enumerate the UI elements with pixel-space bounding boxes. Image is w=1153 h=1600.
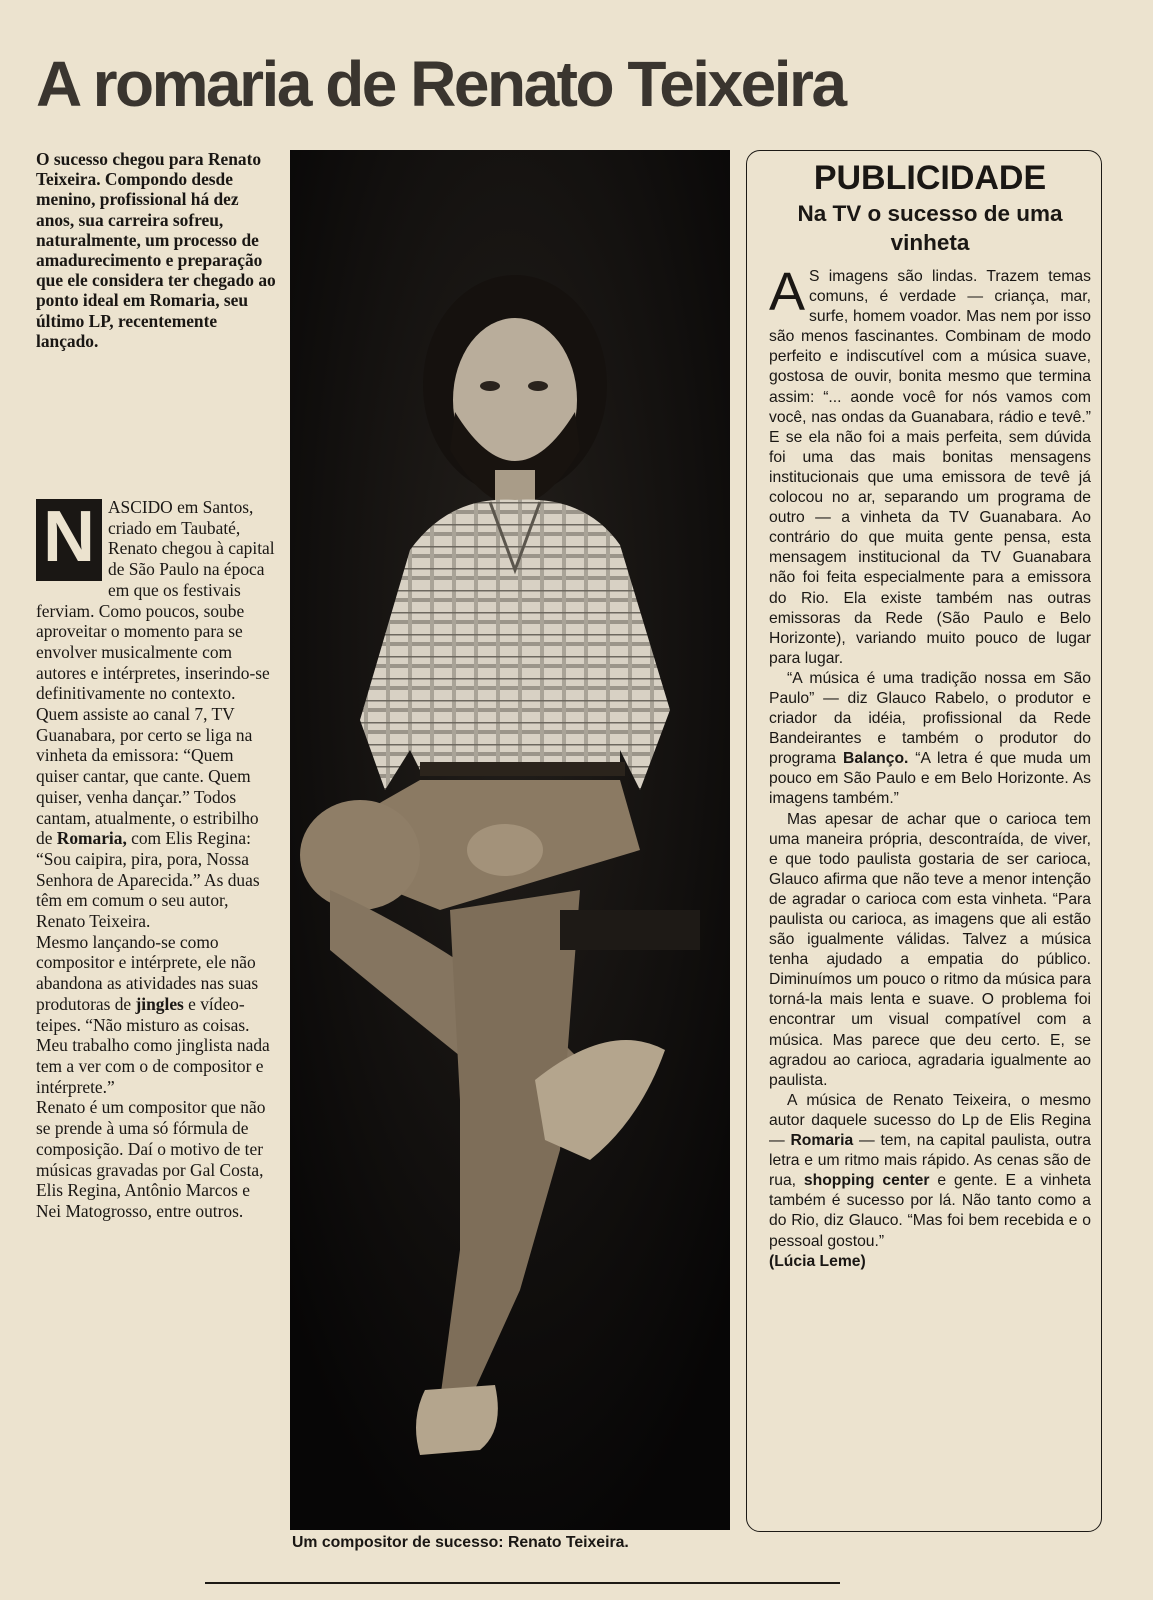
sidebar-text-2b: “A letra é que muda um pouco em São Paulo e em Belo Horizonte. As imagens também.” (769, 750, 1091, 808)
article-lede (36, 149, 276, 351)
portrait-photo (290, 150, 730, 1530)
body-text-2a: Quem assiste ao canal 7, TV Guanabara, por certo se liga na vinheta da emissora: “Quem quiser cantar, que cante. Quem quiser, venha dançar.” Todos cantam, atualmente, o estribilho de (36, 704, 259, 849)
body-text-3a: Mesmo lançando-se como compositor e intérprete, ele não abandona as atividades nas suas produtoras de (36, 931, 259, 1014)
body-text-1: ASCIDO em Santos, criado em Taubaté, Renato chegou à capital de São Paulo na época em que os festivais ferviam. Como poucos, soube aproveitar o momento para se envolver musicalmente com autores e intérpretes, inserindo-se definitivamente no contexto. (36, 497, 275, 704)
sidebar-paragraph-4 (769, 1091, 1091, 1252)
sidebar-text-1: S imagens são lindas. Trazem temas comuns, é verdade — criança, mar, surfe, homem voador. Mas nem por isso são menos fascinantes. Combinam de modo perfeito e indiscutível com a música suave, gostosa de ouvir, bonita mesmo que termina assim: “... aonde você for nós vamos com você, nas ondas da Guanabara, rádio e tevê.” E se ela não foi a mais perfeita, sem dúvida foi uma das mais bonitas mensagens institucionais que uma emissora de tevê já colocou no ar, separando um programa de outro — a vinheta da TV Guanabara. Ao contrário do que muita gente pensa, esta mensagem institucional da TV Guanabara não foi feita especialmente para a emissora do Rio. Ela existe também nas outras emissoras da Rede (São Paulo e Belo Horizonte), variando muito pouco de lugar para lugar. (769, 268, 1091, 667)
sidebar-paragraph-2 (769, 669, 1091, 810)
sidebar-text-4b: — tem, na capital paulista, outra letra e um ritmo mais rápido. As cenas são de rua, (769, 1132, 1091, 1190)
body-bold-jingles: jingles (135, 993, 184, 1014)
sidebar-bold-romaria: Romaria (790, 1132, 854, 1150)
sidebar-bold-balanco: Balanço. (843, 750, 909, 768)
sidebar-title: Na TV o sucesso de uma vinheta (797, 201, 1063, 255)
photo-caption: Um compositor de sucesso: Renato Teixeira. (292, 1534, 629, 1551)
sidebar-drop-cap: A (769, 262, 806, 322)
body-paragraph-1 (36, 497, 278, 704)
sidebar-text-4c: e gente. E a vinheta também é sucesso por lá. Não tanto como a do Rio, diz Glauco. “Mas foi bem recebida e o pessoal gostou.” (769, 1172, 1091, 1250)
sidebar-kicker: PUBLICIDADE (813, 159, 1047, 197)
body-paragraph-3 (36, 932, 278, 1098)
sidebar-signature: (Lúcia Leme) (769, 1252, 866, 1270)
body-paragraph-2 (36, 704, 278, 932)
body-text-3b: e vídeo-teipes. “Não misturo as coisas. Meu trabalho como jinglista nada tem a ver com o de compositor e intérprete.” (36, 993, 270, 1097)
portrait-illustration (290, 150, 730, 1530)
sidebar-bold-shopping: shopping center (803, 1172, 930, 1190)
body-text-2b: com Elis Regina: “Sou caipira, pira, pora, Nossa Senhora de Aparecida.” As duas têm em comum o seu autor, Renato Teixeira. (36, 828, 260, 932)
body-bold-romaria: Romaria, (56, 828, 127, 849)
sidebar-text-2a: “A música é uma tradição nossa em São Paulo” — diz Glauco Rabelo, o produtor e criador da idéia, profissional da Rede Bandeirantes e também o produtor do programa (769, 669, 1091, 768)
lede-text: O sucesso chegou para Renato Teixeira. Compondo desde menino, profissional há dez anos, sua carreira sofreu, naturalmente, um processo de amadurecimento e preparação que ele considera ter chegado ao ponto ideal em Romaria, seu último LP, recentemente lançado. (36, 149, 276, 351)
sidebar-box (746, 150, 1102, 1532)
sidebar-text-4a: A música de Renato Teixeira, o mesmo autor daquele sucesso do Lp de Elis Regina — (769, 1091, 1091, 1150)
bottom-rule (205, 1582, 840, 1584)
article-body (36, 497, 278, 1222)
sidebar-body (769, 262, 1091, 1272)
headline: A romaria de Renato Teixeira (36, 48, 845, 120)
body-paragraph-4: Renato é um compositor que não se prende à uma só fórmula de composição. Daí o motivo de ter músicas gravadas por Gal Costa, Elis Regina, Antônio Marcos e Nei Matogrosso, entre outros. (36, 1097, 266, 1221)
sidebar-paragraph-1 (769, 262, 1091, 669)
sidebar-paragraph-3: Mas apesar de achar que o carioca tem uma maneira própria, descontraída, de viver, e que todo paulista gostaria de ser carioca, Glauco afirma que não teve a menor intenção de agradar o carioca com esta vinheta. “Para paulista ou carioca, as imagens que ali estão são igualmente válidas. Talvez a música tenha ajudado a empatia do público. Diminuímos um pouco o ritmo da música para torná-la mais lenta e suave. O problema foi encontrar um visual compatível com a música. Mas parece que deu certo. E, se agradou ao carioca, agradaria igualmente ao paulista. (769, 810, 1091, 1089)
drop-cap: N (36, 499, 102, 581)
